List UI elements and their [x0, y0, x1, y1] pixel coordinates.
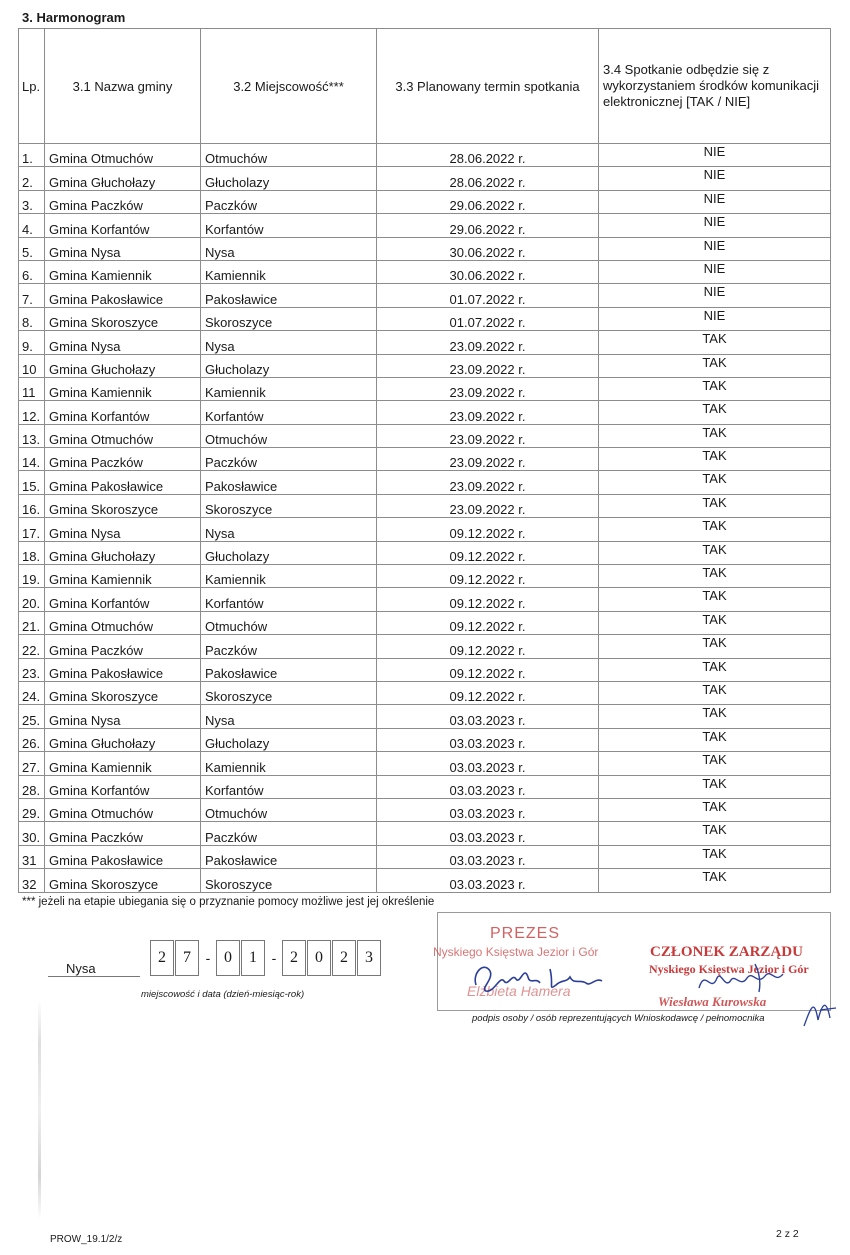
row-gmina: Gmina Skoroszyce	[45, 494, 201, 517]
date-digit-box: 2	[332, 940, 356, 976]
row-gmina: Gmina Kamiennik	[45, 377, 201, 400]
row-flag: TAK	[599, 798, 831, 821]
czlonek-signature-icon	[695, 958, 805, 998]
row-lp: 27.	[19, 752, 45, 775]
row-lp: 22.	[19, 635, 45, 658]
row-gmina: Gmina Paczków	[45, 635, 201, 658]
row-miejscowosc: Pakosławice	[201, 658, 377, 681]
row-gmina: Gmina Paczków	[45, 190, 201, 213]
row-miejscowosc: Nysa	[201, 237, 377, 260]
row-lp: 24.	[19, 681, 45, 704]
row-miejscowosc: Kamiennik	[201, 260, 377, 283]
table-row	[19, 424, 831, 447]
header-lp: Lp.	[19, 29, 45, 144]
row-flag: TAK	[599, 869, 831, 892]
row-miejscowosc: Korfantów	[201, 401, 377, 424]
row-termin: 23.09.2022 r.	[377, 331, 599, 354]
scan-artifact	[38, 1000, 41, 1220]
row-lp: 6.	[19, 260, 45, 283]
table-row	[19, 214, 831, 237]
table-row	[19, 869, 831, 892]
table-row	[19, 167, 831, 190]
row-termin: 28.06.2022 r.	[377, 167, 599, 190]
row-flag: NIE	[599, 167, 831, 190]
row-gmina: Gmina Pakosławice	[45, 471, 201, 494]
table-row	[19, 144, 831, 167]
row-flag: TAK	[599, 822, 831, 845]
row-termin: 09.12.2022 r.	[377, 565, 599, 588]
row-gmina: Gmina Paczków	[45, 448, 201, 471]
row-termin: 23.09.2022 r.	[377, 401, 599, 424]
row-gmina: Gmina Otmuchów	[45, 144, 201, 167]
row-termin: 09.12.2022 r.	[377, 518, 599, 541]
row-miejscowosc: Skoroszyce	[201, 494, 377, 517]
row-gmina: Gmina Nysa	[45, 237, 201, 260]
row-lp: 14.	[19, 448, 45, 471]
row-miejscowosc: Paczków	[201, 448, 377, 471]
row-termin: 03.03.2023 r.	[377, 705, 599, 728]
table-row	[19, 401, 831, 424]
row-gmina: Gmina Nysa	[45, 331, 201, 354]
row-flag: TAK	[599, 588, 831, 611]
date-digit-box: 3	[357, 940, 381, 976]
row-lp: 30.	[19, 822, 45, 845]
row-flag: NIE	[599, 214, 831, 237]
row-miejscowosc: Paczków	[201, 190, 377, 213]
row-termin: 29.06.2022 r.	[377, 190, 599, 213]
row-flag: TAK	[599, 611, 831, 634]
table-row	[19, 658, 831, 681]
form-code: PROW_19.1/2/z	[50, 1234, 123, 1245]
place-label: Nysa	[66, 961, 96, 976]
row-termin: 30.06.2022 r.	[377, 260, 599, 283]
date-digit-box: 2	[150, 940, 174, 976]
row-flag: TAK	[599, 658, 831, 681]
row-miejscowosc: Korfantów	[201, 775, 377, 798]
row-miejscowosc: Pakosławice	[201, 845, 377, 868]
row-lp: 21.	[19, 611, 45, 634]
row-miejscowosc: Otmuchów	[201, 424, 377, 447]
row-flag: TAK	[599, 331, 831, 354]
row-lp: 2.	[19, 167, 45, 190]
row-miejscowosc: Nysa	[201, 518, 377, 541]
row-gmina: Gmina Otmuchów	[45, 611, 201, 634]
table-row	[19, 705, 831, 728]
header-miejscowosc: 3.2 Miejscowość***	[201, 29, 377, 144]
table-row	[19, 565, 831, 588]
prezes-stamp-title: PREZES	[490, 925, 561, 942]
row-flag: TAK	[599, 518, 831, 541]
row-flag: NIE	[599, 284, 831, 307]
table-row	[19, 775, 831, 798]
row-lp: 16.	[19, 494, 45, 517]
table-row	[19, 260, 831, 283]
row-termin: 09.12.2022 r.	[377, 635, 599, 658]
row-flag: TAK	[599, 565, 831, 588]
row-flag: TAK	[599, 401, 831, 424]
table-row	[19, 284, 831, 307]
row-flag: NIE	[599, 237, 831, 260]
row-termin: 28.06.2022 r.	[377, 144, 599, 167]
row-lp: 23.	[19, 658, 45, 681]
row-lp: 17.	[19, 518, 45, 541]
date-separator: -	[271, 950, 277, 966]
row-gmina: Gmina Głuchołazy	[45, 354, 201, 377]
row-lp: 19.	[19, 565, 45, 588]
row-lp: 10	[19, 354, 45, 377]
date-digit-box: 2	[282, 940, 306, 976]
table-row	[19, 237, 831, 260]
row-gmina: Gmina Otmuchów	[45, 798, 201, 821]
row-miejscowosc: Nysa	[201, 705, 377, 728]
row-termin: 09.12.2022 r.	[377, 681, 599, 704]
row-lp: 4.	[19, 214, 45, 237]
table-row	[19, 518, 831, 541]
row-lp: 32	[19, 869, 45, 892]
row-gmina: Gmina Skoroszyce	[45, 307, 201, 330]
row-miejscowosc: Paczków	[201, 635, 377, 658]
row-lp: 31	[19, 845, 45, 868]
row-lp: 8.	[19, 307, 45, 330]
row-flag: NIE	[599, 307, 831, 330]
row-miejscowosc: Kamiennik	[201, 752, 377, 775]
row-flag: TAK	[599, 845, 831, 868]
row-termin: 23.09.2022 r.	[377, 424, 599, 447]
row-miejscowosc: Otmuchów	[201, 798, 377, 821]
row-termin: 09.12.2022 r.	[377, 588, 599, 611]
row-gmina: Gmina Korfantów	[45, 214, 201, 237]
row-lp: 26.	[19, 728, 45, 751]
table-row	[19, 448, 831, 471]
table-row	[19, 541, 831, 564]
row-flag: TAK	[599, 448, 831, 471]
row-gmina: Gmina Skoroszyce	[45, 681, 201, 704]
table-row	[19, 822, 831, 845]
row-flag: TAK	[599, 424, 831, 447]
row-termin: 09.12.2022 r.	[377, 658, 599, 681]
row-termin: 03.03.2023 r.	[377, 728, 599, 751]
row-flag: TAK	[599, 681, 831, 704]
row-flag: TAK	[599, 635, 831, 658]
row-termin: 23.09.2022 r.	[377, 494, 599, 517]
section-title: 3. Harmonogram	[22, 10, 126, 25]
footnote: *** jeżeli na etapie ubiegania się o przyznanie pomocy możliwe jest jej określenie	[22, 896, 435, 908]
row-miejscowosc: Otmuchów	[201, 611, 377, 634]
row-miejscowosc: Pakosławice	[201, 471, 377, 494]
prezes-stamp-org: Nyskiego Księstwa Jezior i Gór	[433, 945, 599, 959]
row-termin: 01.07.2022 r.	[377, 307, 599, 330]
prezes-signature-icon	[470, 955, 610, 1000]
row-gmina: Gmina Korfantów	[45, 401, 201, 424]
row-miejscowosc: Otmuchów	[201, 144, 377, 167]
row-termin: 03.03.2023 r.	[377, 845, 599, 868]
row-miejscowosc: Korfantów	[201, 214, 377, 237]
row-flag: TAK	[599, 354, 831, 377]
row-miejscowosc: Skoroszyce	[201, 307, 377, 330]
row-miejscowosc: Paczków	[201, 822, 377, 845]
row-lp: 29.	[19, 798, 45, 821]
row-miejscowosc: Skoroszyce	[201, 869, 377, 892]
row-lp: 25.	[19, 705, 45, 728]
row-lp: 15.	[19, 471, 45, 494]
initials-signature-icon	[800, 990, 840, 1030]
harmonogram-table	[18, 28, 831, 893]
row-lp: 11	[19, 377, 45, 400]
row-miejscowosc: Pakosławice	[201, 284, 377, 307]
row-gmina: Gmina Głuchołazy	[45, 541, 201, 564]
row-termin: 23.09.2022 r.	[377, 377, 599, 400]
prezes-stamp-name: Elżbieta Hamera	[467, 983, 571, 999]
row-lp: 28.	[19, 775, 45, 798]
row-flag: TAK	[599, 471, 831, 494]
row-gmina: Gmina Kamiennik	[45, 752, 201, 775]
row-termin: 03.03.2023 r.	[377, 822, 599, 845]
row-termin: 23.09.2022 r.	[377, 354, 599, 377]
row-flag: TAK	[599, 728, 831, 751]
table-row	[19, 307, 831, 330]
table-row	[19, 354, 831, 377]
header-komunikacja: 3.4 Spotkanie odbędzie się z wykorzystaniem środków komunikacji elektronicznej [TAK / NIE]	[599, 29, 831, 144]
row-termin: 30.06.2022 r.	[377, 237, 599, 260]
row-lp: 13.	[19, 424, 45, 447]
row-termin: 09.12.2022 r.	[377, 611, 599, 634]
row-miejscowosc: Głucholazy	[201, 167, 377, 190]
table-row	[19, 752, 831, 775]
date-digit-box: 0	[307, 940, 331, 976]
table-row	[19, 728, 831, 751]
row-flag: NIE	[599, 190, 831, 213]
row-gmina: Gmina Kamiennik	[45, 260, 201, 283]
signature-caption: podpis osoby / osób reprezentujących Wnioskodawcę / pełnomocnika	[472, 1013, 765, 1024]
row-flag: NIE	[599, 260, 831, 283]
row-termin: 03.03.2023 r.	[377, 869, 599, 892]
czlonek-stamp-title: CZŁONEK ZARZĄDU	[650, 944, 803, 960]
row-flag: TAK	[599, 705, 831, 728]
row-termin: 03.03.2023 r.	[377, 798, 599, 821]
row-flag: TAK	[599, 494, 831, 517]
table-row	[19, 635, 831, 658]
row-gmina: Gmina Pakosławice	[45, 658, 201, 681]
row-gmina: Gmina Skoroszyce	[45, 869, 201, 892]
row-lp: 1.	[19, 144, 45, 167]
row-gmina: Gmina Pakosławice	[45, 284, 201, 307]
czlonek-stamp-name: Wiesława Kurowska	[658, 994, 767, 1009]
row-lp: 12.	[19, 401, 45, 424]
row-miejscowosc: Nysa	[201, 331, 377, 354]
row-gmina: Gmina Głuchołazy	[45, 728, 201, 751]
date-separator: -	[205, 950, 211, 966]
row-flag: TAK	[599, 377, 831, 400]
row-miejscowosc: Kamiennik	[201, 377, 377, 400]
header-termin: 3.3 Planowany termin spotkania	[377, 29, 599, 144]
row-miejscowosc: Głucholazy	[201, 728, 377, 751]
row-termin: 01.07.2022 r.	[377, 284, 599, 307]
table-row	[19, 471, 831, 494]
date-boxes	[150, 940, 382, 976]
row-gmina: Gmina Głuchołazy	[45, 167, 201, 190]
row-flag: TAK	[599, 775, 831, 798]
table-row	[19, 611, 831, 634]
row-lp: 20.	[19, 588, 45, 611]
row-termin: 03.03.2023 r.	[377, 752, 599, 775]
row-termin: 09.12.2022 r.	[377, 541, 599, 564]
row-gmina: Gmina Paczków	[45, 822, 201, 845]
row-lp: 18.	[19, 541, 45, 564]
row-gmina: Gmina Pakosławice	[45, 845, 201, 868]
table-body	[19, 144, 831, 893]
row-lp: 7.	[19, 284, 45, 307]
row-termin: 03.03.2023 r.	[377, 775, 599, 798]
row-miejscowosc: Korfantów	[201, 588, 377, 611]
row-gmina: Gmina Kamiennik	[45, 565, 201, 588]
row-gmina: Gmina Nysa	[45, 518, 201, 541]
table-row	[19, 494, 831, 517]
table-row	[19, 331, 831, 354]
row-miejscowosc: Kamiennik	[201, 565, 377, 588]
row-flag: NIE	[599, 144, 831, 167]
row-miejscowosc: Głucholazy	[201, 541, 377, 564]
table-row	[19, 588, 831, 611]
row-gmina: Gmina Korfantów	[45, 775, 201, 798]
table-header-row	[19, 29, 831, 144]
date-digit-box: 7	[175, 940, 199, 976]
row-gmina: Gmina Nysa	[45, 705, 201, 728]
row-miejscowosc: Skoroszyce	[201, 681, 377, 704]
row-flag: TAK	[599, 541, 831, 564]
row-termin: 23.09.2022 r.	[377, 471, 599, 494]
place-underline	[48, 976, 140, 977]
row-lp: 9.	[19, 331, 45, 354]
row-gmina: Gmina Otmuchów	[45, 424, 201, 447]
table-row	[19, 190, 831, 213]
date-caption: miejscowość i data (dzień-miesiąc-rok)	[141, 989, 305, 1000]
row-termin: 29.06.2022 r.	[377, 214, 599, 237]
date-digit-box: 0	[216, 940, 240, 976]
page-number: 2 z 2	[776, 1228, 799, 1240]
date-digit-box: 1	[241, 940, 265, 976]
table-row	[19, 845, 831, 868]
table-row	[19, 681, 831, 704]
table-row	[19, 798, 831, 821]
row-lp: 5.	[19, 237, 45, 260]
czlonek-stamp-org: Nyskiego Księstwa Jezior i Gór	[649, 962, 809, 976]
row-termin: 23.09.2022 r.	[377, 448, 599, 471]
row-gmina: Gmina Korfantów	[45, 588, 201, 611]
row-miejscowosc: Głucholazy	[201, 354, 377, 377]
row-lp: 3.	[19, 190, 45, 213]
table-row	[19, 377, 831, 400]
row-flag: TAK	[599, 752, 831, 775]
header-gmina: 3.1 Nazwa gminy	[45, 29, 201, 144]
